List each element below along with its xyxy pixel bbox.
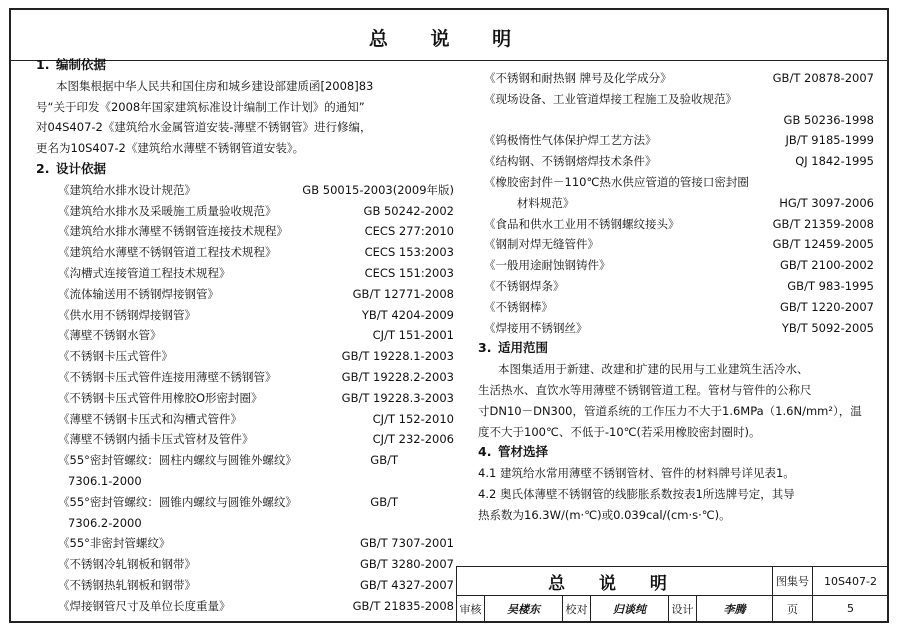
standard-name: 《结构钢、不锈钢熔焊技术条件》 <box>484 154 657 169</box>
standard-item <box>36 596 454 617</box>
left-column <box>36 55 454 617</box>
standard-code: GB/T <box>370 494 398 509</box>
section-number: 3. <box>478 340 492 356</box>
standard-name: 《现场设备、工业管道焊接工程施工及验收规范》 <box>484 91 737 106</box>
standard-item <box>36 409 454 430</box>
standard-item <box>36 263 454 284</box>
section-2-heading <box>36 159 454 180</box>
paragraph-line: 本图集适用于新建、改建和扩建的民用与工业建筑生活冷水、 <box>498 362 809 377</box>
standard-code-continued: 7306.1-2000 <box>68 473 142 488</box>
section-3-heading <box>478 338 874 359</box>
standard-name: 《建筑给水排水薄壁不锈钢管连接技术规程》 <box>58 224 288 239</box>
standard-item <box>36 180 454 201</box>
title-block-row-2 <box>457 595 887 622</box>
standard-name: 《钢制对焊无缝管件》 <box>484 237 599 252</box>
standard-code: GB/T 1220-2007 <box>779 299 874 314</box>
standard-item <box>36 492 454 513</box>
paragraph-line: 寸DN10－DN300，管道系统的工作压力不大于1.6MPa（1.6N/mm²），温 <box>478 403 862 418</box>
standard-name: 《不锈钢卡压式管件连接用薄壁不锈钢管》 <box>58 369 277 384</box>
paragraph-line: 4.2 奥氏体薄壁不锈钢管的线膨胀系数按表1所选牌号定，其导 <box>478 486 795 501</box>
standard-code: GB/T 2100-2002 <box>779 258 874 273</box>
section-title: 编制依据 <box>56 57 107 72</box>
atlas-number: 10S407-2 <box>824 574 877 588</box>
standard-name: 《建筑给水薄壁不锈钢管道工程技术规程》 <box>58 245 277 260</box>
standard-name: 《不锈钢棒》 <box>484 299 553 314</box>
standard-code: GB 50236-1998 <box>783 112 874 127</box>
standard-code: GB/T 21359-2008 <box>772 216 874 231</box>
paragraph-line: 生活热水、直饮水等用薄壁不锈钢管道工程。管材与管件的公称尺 <box>478 382 812 397</box>
section-title: 适用范围 <box>498 340 549 356</box>
standard-code: GB/T 4327-2007 <box>359 577 454 592</box>
proof-label: 校对 <box>563 595 591 622</box>
standard-item <box>36 533 454 554</box>
standard-name: 《橡胶密封件－110℃热水供应管道的管接口密封圈 <box>484 174 749 189</box>
section-number: 1. <box>36 57 50 72</box>
standard-code: QJ 1842-1995 <box>795 154 874 169</box>
standard-name: 《食品和供水工业用不锈钢螺纹接头》 <box>484 216 680 231</box>
standard-name: 《不锈钢冷轧钢板和钢带》 <box>58 557 196 572</box>
standard-item <box>478 318 874 339</box>
standard-item <box>478 68 874 89</box>
standard-name: 《流体输送用不锈钢焊接钢管》 <box>58 286 219 301</box>
standard-item <box>36 242 454 263</box>
paragraph-line: 度不大于100℃、不低于-10℃(若采用橡胶密封圈时)。 <box>478 424 761 439</box>
standard-item <box>478 234 874 255</box>
standard-code: CECS 153:2003 <box>364 245 454 260</box>
title-block <box>456 566 887 621</box>
standard-code: GB/T 12459-2005 <box>772 237 874 252</box>
standard-code: CECS 151:2003 <box>364 265 454 280</box>
section-number: 4. <box>478 444 492 460</box>
standard-code: YB/T 4204-2009 <box>361 307 454 322</box>
standard-code: GB/T 7307-2001 <box>359 536 454 551</box>
standard-name: 《55°密封管螺纹：圆锥内螺纹与圆锥外螺纹》 <box>58 494 297 509</box>
section-title: 管材选择 <box>498 444 549 460</box>
standard-item <box>36 367 454 388</box>
standard-code: GB/T 19228.2-2003 <box>341 369 454 384</box>
standard-name: 《薄壁不锈钢卡压式和沟槽式管件》 <box>58 411 242 426</box>
paragraph-line: 本图集根据中华人民共和国住房和城乡建设部建质函[2008]83 <box>56 78 374 93</box>
title-block-title: 总 说 明 <box>457 567 773 595</box>
designer-signature: 李腾 <box>697 595 773 622</box>
standard-code: GB 50242-2002 <box>363 203 454 218</box>
standard-item <box>36 284 454 305</box>
standard-item <box>36 429 454 450</box>
standard-code: GB/T 12771-2008 <box>352 286 454 301</box>
right-column <box>478 68 874 526</box>
standard-code: GB/T 983-1995 <box>787 278 874 293</box>
standard-code: JB/T 9185-1999 <box>785 133 874 148</box>
standard-item <box>36 554 454 575</box>
standard-code: GB 50015-2003(2009年版) <box>302 182 454 197</box>
standard-item <box>478 255 874 276</box>
paragraph-line: 热系数为16.3W/(m·℃)或0.039cal/(cm·s·℃)。 <box>478 507 731 522</box>
standard-item <box>36 575 454 596</box>
standard-item <box>36 388 454 409</box>
standard-name: 材料规范》 <box>484 195 575 210</box>
page-number: 5 <box>847 602 854 615</box>
standard-code: YB/T 5092-2005 <box>781 320 874 335</box>
standard-code: GB/T 20878-2007 <box>772 71 874 85</box>
design-label: 设计 <box>669 595 697 622</box>
page-label: 页 <box>773 595 813 622</box>
section-title: 设计依据 <box>56 160 107 176</box>
standard-code: GB/T 21835-2008 <box>352 598 454 613</box>
standard-name: 《一般用途耐蚀钢铸件》 <box>484 258 611 273</box>
standard-name: 《不锈钢热轧钢板和钢带》 <box>58 577 196 592</box>
paragraph-line: 号“关于印发《2008年国家建筑标准设计编制工作计划》的通知” <box>36 99 365 114</box>
paragraph-line: 更名为10S407-2《建筑给水薄壁不锈钢管道安装》。 <box>36 141 305 156</box>
standard-item <box>36 450 454 471</box>
atlas-number-label: 图集号 <box>773 567 813 595</box>
standard-code: GB/T 3280-2007 <box>359 557 454 572</box>
standard-name: 《薄壁不锈钢内插卡压式管材及管件》 <box>58 432 254 447</box>
standard-item <box>36 221 454 242</box>
standard-name: 《建筑给水排水设计规范》 <box>58 182 196 197</box>
standard-item <box>478 151 874 172</box>
reviewer-signature: 吴楼东 <box>485 595 563 622</box>
standard-code: HG/T 3097-2006 <box>779 195 874 210</box>
standard-name: 《焊接钢管尺寸及单位长度重量》 <box>58 598 231 613</box>
standard-code-continued: 7306.2-2000 <box>68 515 142 530</box>
standard-code: GB/T 19228.1-2003 <box>341 349 454 364</box>
standard-code: CJ/T 232-2006 <box>372 432 454 447</box>
standard-code: GB/T 19228.3-2003 <box>341 390 454 405</box>
standard-code: CECS 277:2010 <box>364 224 454 239</box>
standard-item <box>478 89 874 110</box>
standard-name: 《沟槽式连接管道工程技术规程》 <box>58 265 231 280</box>
standard-item <box>478 276 874 297</box>
standard-name: 《薄壁不锈钢水管》 <box>58 328 162 343</box>
section-1-heading <box>36 55 454 76</box>
standard-item <box>36 201 454 222</box>
standard-name: 《不锈钢卡压式管件》 <box>58 349 173 364</box>
standard-item <box>478 172 874 193</box>
section-number: 2. <box>36 160 50 176</box>
standard-name: 《焊接用不锈钢丝》 <box>484 320 588 335</box>
standard-item <box>478 297 874 318</box>
standard-name: 《钨极惰性气体保护焊工艺方法》 <box>484 133 657 148</box>
standard-item <box>36 325 454 346</box>
standard-code: CJ/T 152-2010 <box>372 411 454 426</box>
standard-name: 《55°密封管螺纹：圆柱内螺纹与圆锥外螺纹》 <box>58 453 297 468</box>
standard-item <box>478 130 874 151</box>
standard-code: GB/T <box>370 453 398 468</box>
title-block-row-1 <box>457 567 887 596</box>
section-4-heading <box>478 442 874 463</box>
standard-name: 《建筑给水排水及采暖施工质量验收规范》 <box>58 203 277 218</box>
paragraph-line: 4.1 建筑给水常用薄壁不锈钢管材、管件的材料牌号详见表1。 <box>478 466 795 481</box>
standard-item <box>478 110 874 131</box>
standard-name: 《不锈钢和耐热钢 牌号及化学成分》 <box>484 71 672 85</box>
standard-item <box>478 214 874 235</box>
proofer-signature: 归谈纯 <box>591 595 669 622</box>
standard-name: 《供水用不锈钢焊接钢管》 <box>58 307 196 322</box>
paragraph-line: 对04S407-2《建筑给水金属管道安装-薄壁不锈钢管》进行修编， <box>36 120 372 135</box>
standard-name: 《不锈钢焊条》 <box>484 278 565 293</box>
standard-name: 《不锈钢卡压式管件用橡胶O形密封圈》 <box>58 390 263 405</box>
standard-item <box>36 305 454 326</box>
standard-item <box>36 346 454 367</box>
standard-name: 《55°非密封管螺纹》 <box>58 536 171 551</box>
standard-code: CJ/T 151-2001 <box>372 328 454 343</box>
standard-item <box>478 193 874 214</box>
review-label: 审核 <box>457 595 485 622</box>
page-title: 总 说 明 <box>368 28 530 50</box>
